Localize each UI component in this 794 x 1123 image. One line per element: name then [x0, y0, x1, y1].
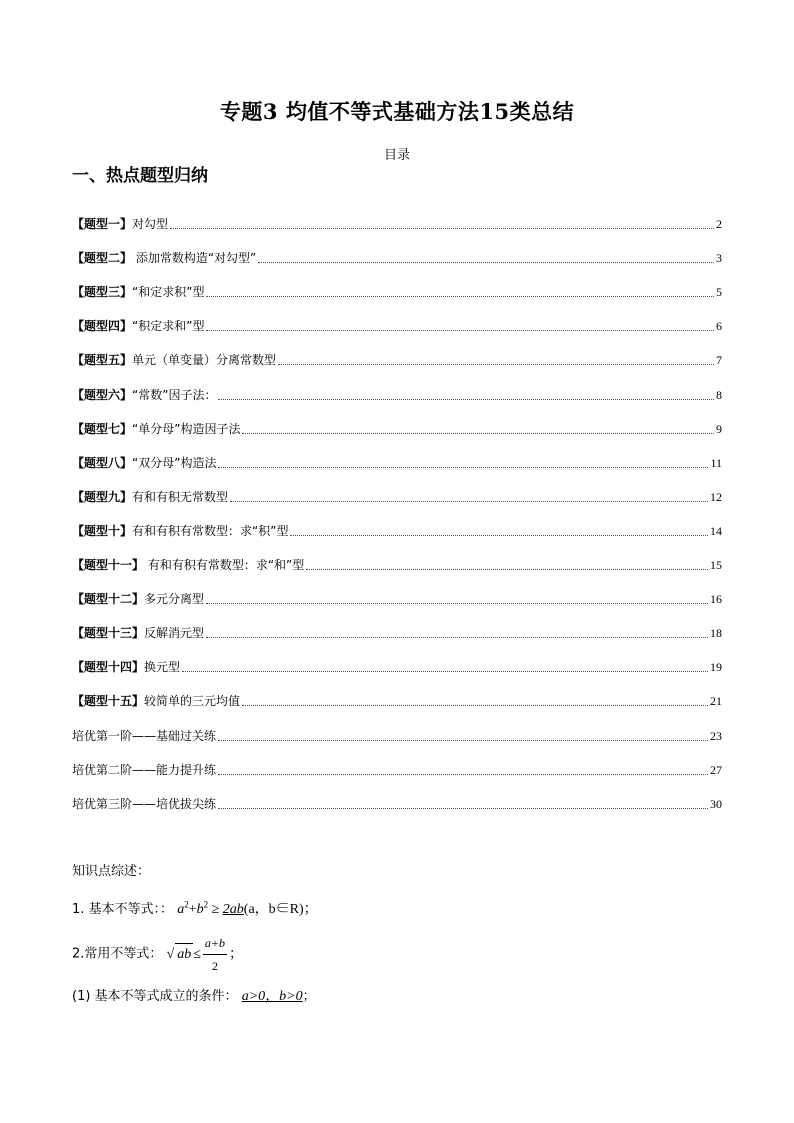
toc-entry-tag: 【题型十三】 — [72, 626, 145, 641]
toc-page-number: 9 — [716, 421, 722, 436]
toc-entry-tag: 【题型十一】 — [72, 558, 145, 573]
toc-dot-leader — [218, 466, 708, 468]
toc-page-number: 16 — [710, 592, 722, 607]
summary-item-3: (1) 基本不等式成立的条件： a>0，b>0； — [72, 989, 316, 1004]
toc-page-number: 15 — [710, 558, 722, 573]
section-heading: 一、热点题型归纳 — [72, 166, 208, 186]
toc-page-number: 3 — [716, 251, 722, 266]
toc-dot-leader — [242, 432, 714, 434]
toc-entry[interactable] — [72, 641, 722, 675]
toc-entry-tag: 【题型十四】 — [72, 660, 145, 675]
toc-entry-tag: 【题型十五】 — [72, 694, 145, 709]
toc-page-number: 2 — [716, 217, 722, 232]
toc-entry[interactable] — [72, 675, 722, 709]
toc-page-number: 23 — [710, 728, 722, 743]
toc-dot-leader — [218, 773, 708, 775]
toc-entry-text: 反解消元型 — [144, 626, 205, 641]
item1-formula: $a^2+b^2 \ge 2ab(a$，b∈R)； — [177, 899, 318, 917]
toc-entry-tag: 【题型三】 — [72, 285, 133, 300]
toc-entry-text: “单分母”构造因子法 — [132, 421, 241, 436]
toc-dot-leader — [182, 670, 708, 672]
toc-entry[interactable] — [72, 471, 722, 505]
toc-entry-label — [72, 386, 216, 403]
table-of-contents — [72, 198, 722, 812]
toc-page-number: 5 — [716, 285, 722, 300]
toc-entry-text: 培优第三阶——培优拔尖练 — [72, 796, 217, 811]
toc-entry[interactable] — [72, 198, 722, 232]
toc-dot-leader — [206, 636, 708, 638]
toc-entry[interactable] — [72, 539, 722, 573]
toc-entry-text: “常数”因子法： — [132, 387, 217, 402]
toc-entry-text: 对勾型 — [132, 217, 169, 232]
toc-entry-tag: 【题型十二】 — [72, 592, 145, 607]
summary-heading: 知识点综述： — [72, 864, 151, 879]
toc-entry-tag: 【题型十】 — [72, 523, 133, 538]
toc-entry-text: “双分母”构造法 — [132, 455, 217, 470]
page-title: 专题3 均值不等式基础方法15类总结 — [219, 99, 575, 124]
toc-page-number: 19 — [710, 660, 722, 675]
toc-entry-label — [72, 488, 228, 505]
toc-entry-label — [72, 727, 216, 744]
toc-page-number: 30 — [710, 796, 722, 811]
toc-entry-tag: 【题型五】 — [72, 353, 133, 368]
toc-entry-label — [72, 317, 204, 334]
toc-dot-leader — [242, 704, 708, 706]
toc-page-number: 14 — [710, 523, 722, 538]
toc-entry[interactable] — [72, 403, 722, 437]
toc-entry-text: 有和有积有常数型：求“积”型 — [132, 523, 289, 538]
toc-dot-leader — [230, 500, 708, 502]
item3-condition: a>0，b>0 — [241, 989, 303, 1004]
toc-entry-label — [72, 420, 240, 437]
toc-entry-tag: 【题型七】 — [72, 421, 133, 436]
toc-entry-label — [72, 522, 288, 539]
toc-entry-tag: 【题型四】 — [72, 319, 133, 334]
toc-entry[interactable] — [72, 232, 722, 266]
toc-entry-label — [72, 658, 180, 675]
toc-entry-tag: 【题型九】 — [72, 489, 133, 504]
toc-entry-label — [72, 249, 256, 266]
toc-entry-label — [72, 283, 204, 300]
toc-page-number: 6 — [716, 319, 722, 334]
toc-entry-text: 有和有积有常数型：求“和”型 — [144, 558, 305, 573]
toc-entry[interactable] — [72, 334, 722, 368]
toc-entry-text: 添加常数构造“对勾型” — [132, 251, 257, 266]
toc-entry-label — [72, 590, 204, 607]
item2-prefix: 2.常用不等式： — [72, 946, 163, 962]
toc-dot-leader — [170, 227, 714, 229]
toc-entry[interactable] — [72, 709, 722, 743]
toc-entry[interactable] — [72, 573, 722, 607]
toc-entry-tag: 【题型八】 — [72, 455, 133, 470]
toc-entry-label — [72, 692, 240, 709]
toc-entry-tag: 【题型六】 — [72, 387, 133, 402]
toc-entry-text: 换元型 — [144, 660, 181, 675]
toc-entry-text: 单元（单变量）分离常数型 — [132, 353, 277, 368]
toc-entry-tag: 【题型二】 — [72, 251, 133, 266]
toc-dot-leader — [218, 807, 708, 809]
toc-entry-text: 多元分离型 — [144, 592, 205, 607]
toc-entry-label — [72, 454, 216, 471]
item1-prefix: 1. 基本不等式：： — [72, 902, 174, 917]
toc-entry-text: 培优第二阶——能力提升练 — [72, 762, 217, 777]
toc-entry-text: “积定求和”型 — [132, 319, 205, 334]
toc-dot-leader — [278, 363, 714, 365]
toc-entry[interactable] — [72, 300, 722, 334]
toc-page-number: 7 — [716, 353, 722, 368]
item2-formula: √ ab ≤ $\frac{a+b}{2}$ ； — [167, 947, 243, 962]
toc-dot-leader — [218, 398, 714, 400]
toc-entry-label — [72, 215, 168, 232]
toc-dot-leader — [206, 602, 708, 604]
toc-dot-leader — [306, 568, 708, 570]
summary-item-2 — [72, 932, 243, 977]
toc-page-number: 11 — [710, 455, 722, 470]
toc-entry-text: 培优第一阶——基础过关练 — [72, 728, 217, 743]
toc-entry-text: 较简单的三元均值 — [144, 694, 241, 709]
toc-entry-text: “和定求积”型 — [132, 285, 205, 300]
toc-entry[interactable] — [72, 437, 722, 471]
item3-prefix: (1) 基本不等式成立的条件： — [72, 989, 238, 1004]
toc-dot-leader — [206, 329, 714, 331]
toc-entry-label — [72, 761, 216, 778]
toc-dot-leader — [206, 295, 714, 297]
toc-entry-label — [72, 351, 276, 368]
toc-page-number: 12 — [710, 489, 722, 504]
toc-entry[interactable] — [72, 266, 722, 300]
summary-item-1 — [72, 898, 318, 918]
toc-entry[interactable] — [72, 778, 722, 812]
toc-entry[interactable] — [72, 505, 722, 539]
toc-label: 目录 — [383, 148, 410, 163]
toc-page-number: 27 — [710, 762, 722, 777]
toc-entry-tag: 【题型一】 — [72, 217, 133, 232]
toc-dot-leader — [218, 739, 708, 741]
toc-entry[interactable] — [72, 368, 722, 402]
toc-entry-label — [72, 556, 304, 573]
toc-entry[interactable] — [72, 744, 722, 778]
toc-entry-label — [72, 795, 216, 812]
toc-page-number: 8 — [716, 387, 722, 402]
toc-entry-label — [72, 624, 204, 641]
toc-entry-text: 有和有积无常数型 — [132, 489, 229, 504]
toc-entry[interactable] — [72, 607, 722, 641]
toc-page-number: 18 — [710, 626, 722, 641]
toc-dot-leader — [290, 534, 708, 536]
toc-dot-leader — [258, 261, 714, 263]
toc-page-number: 21 — [710, 694, 722, 709]
